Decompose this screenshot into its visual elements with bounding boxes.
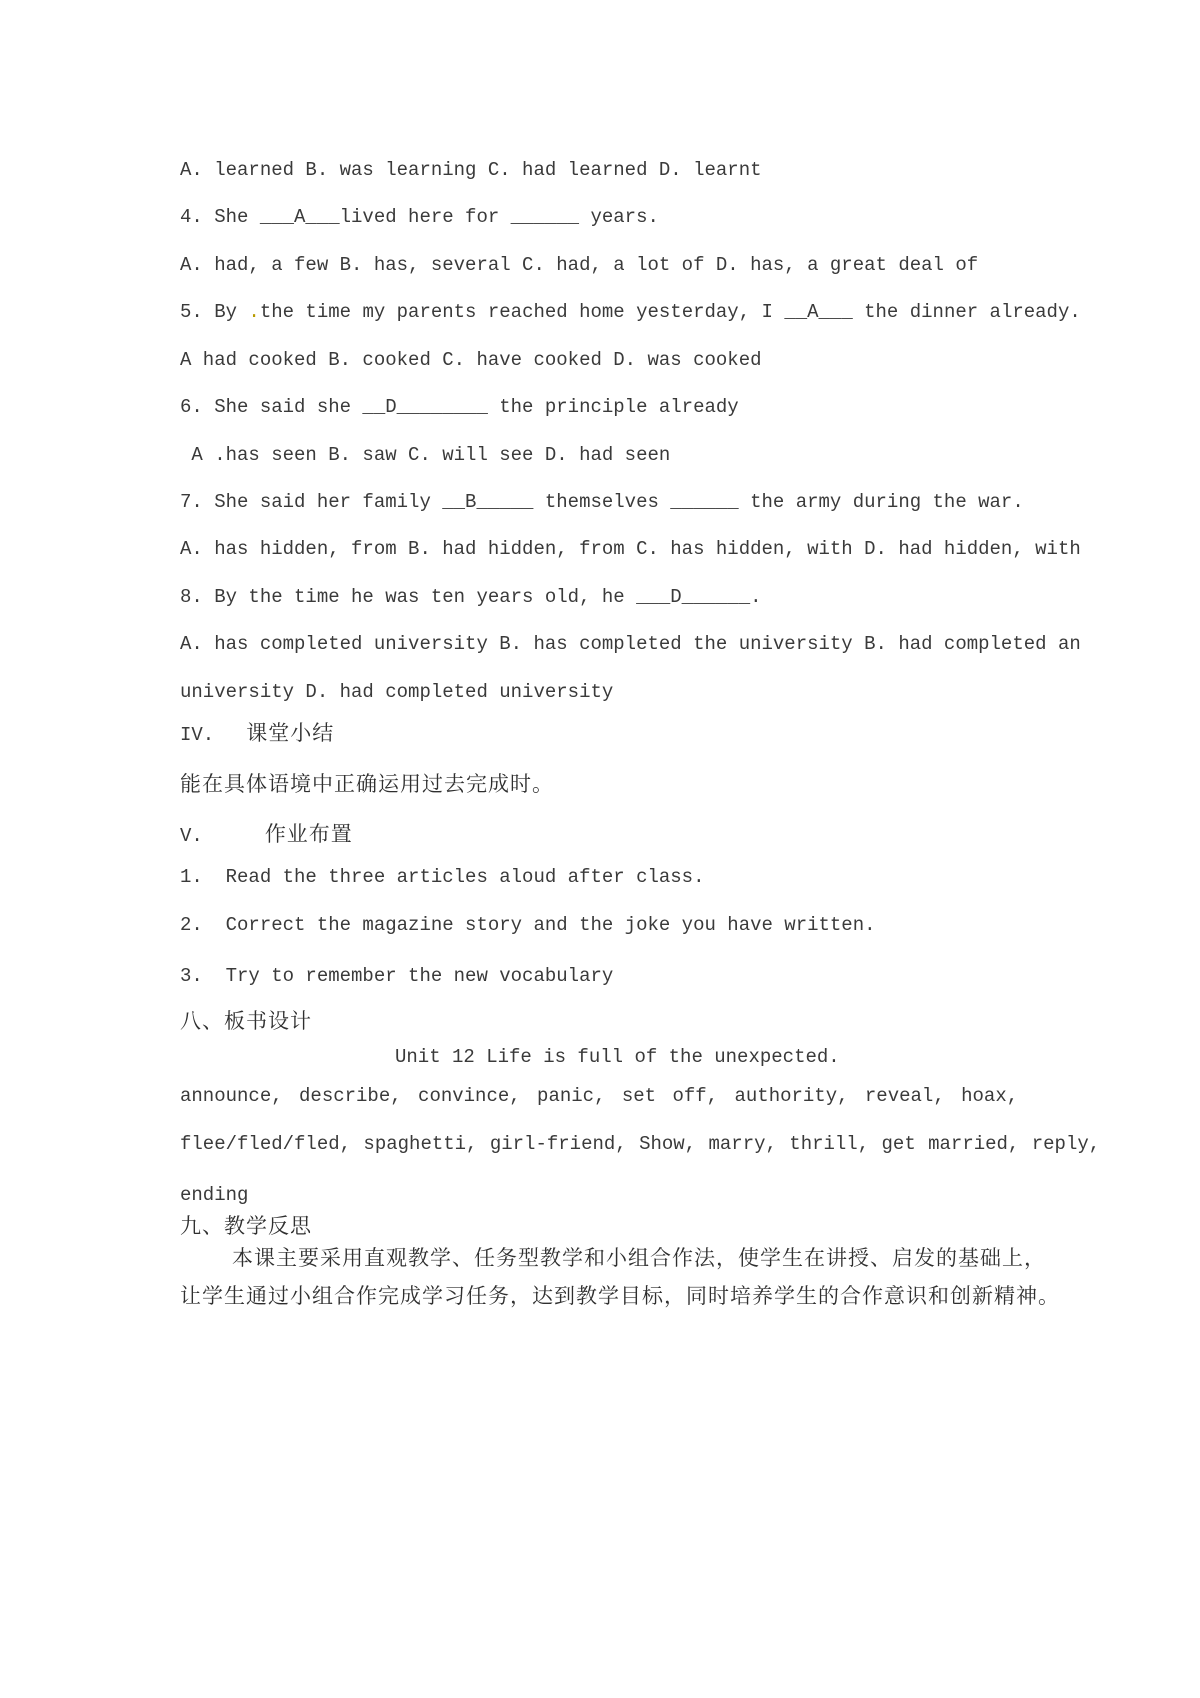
section-iv-title: 课堂小结 [246,721,335,745]
stray-dot-mark: . [248,301,260,323]
board-design-title: Unit 12 Life is full of the unexpected. [395,1046,840,1068]
q5-question-rest: the time my parents reached home yesterday, I __A___ the dinner already. [259,301,1081,323]
q8-options-line-1: A. has completed university B. has completed the university B. had completed an [180,633,1081,655]
board-vocab-line-2: flee/fled/fled, spaghetti, girl-friend, Show, marry, thrill, get married, reply, [180,1133,1101,1155]
q5-options: A had cooked B. cooked C. have cooked D. was cooked [180,349,762,371]
lesson-summary: 能在具体语境中正确运用过去完成时。 [180,772,554,796]
q8-question: 8. By the time he was ten years old, he ___D______. [180,586,762,608]
q6-question: 6. She said she __D________ the principle already [180,396,739,418]
section-iv-numeral: IV. [180,724,215,746]
section-8-heading: 八、板书设计 [180,1009,312,1033]
reflection-line-2: 让学生通过小组合作完成学习任务，达到教学目标，同时培养学生的合作意识和创新精神。 [180,1284,1060,1308]
section-iv-heading [180,720,334,748]
homework-item-2: 2. Correct the magazine story and the joke you have written. [180,914,876,936]
q7-options: A. has hidden, from B. had hidden, from C. has hidden, with D. had hidden, with [180,538,1081,560]
q4-question: 4. She ___A___lived here for ______ years. [180,206,659,228]
q6-options: A .has seen B. saw C. will see D. had seen [180,444,671,466]
reflection-line-1: 本课主要采用直观教学、任务型教学和小组合作法，使学生在讲授、启发的基础上， [232,1246,1046,1270]
board-vocab-line-1: announce, describe, convince, panic, set off, authority, reveal, hoax, [180,1085,1019,1107]
q3-options: A. learned B. was learning C. had learned D. learnt [180,159,762,181]
q5-question [180,300,1081,324]
homework-item-1: 1. Read the three articles aloud after class. [180,866,705,888]
board-vocab-line-3: ending [180,1184,249,1206]
q7-question: 7. She said her family __B_____ themselves ______ the army during the war. [180,491,1024,513]
section-v-title: 作业布置 [264,822,353,846]
section-v-numeral: V. [180,825,203,847]
section-v-heading [180,821,353,849]
q4-options: A. had, a few B. has, several C. had, a lot of D. has, a great deal of [180,254,979,276]
section-9-heading: 九、教学反思 [180,1214,312,1238]
q8-options-line-2: university D. had completed university [180,681,614,703]
q5-question-start: 5. By [180,301,249,323]
homework-item-3: 3. Try to remember the new vocabulary [180,965,614,987]
